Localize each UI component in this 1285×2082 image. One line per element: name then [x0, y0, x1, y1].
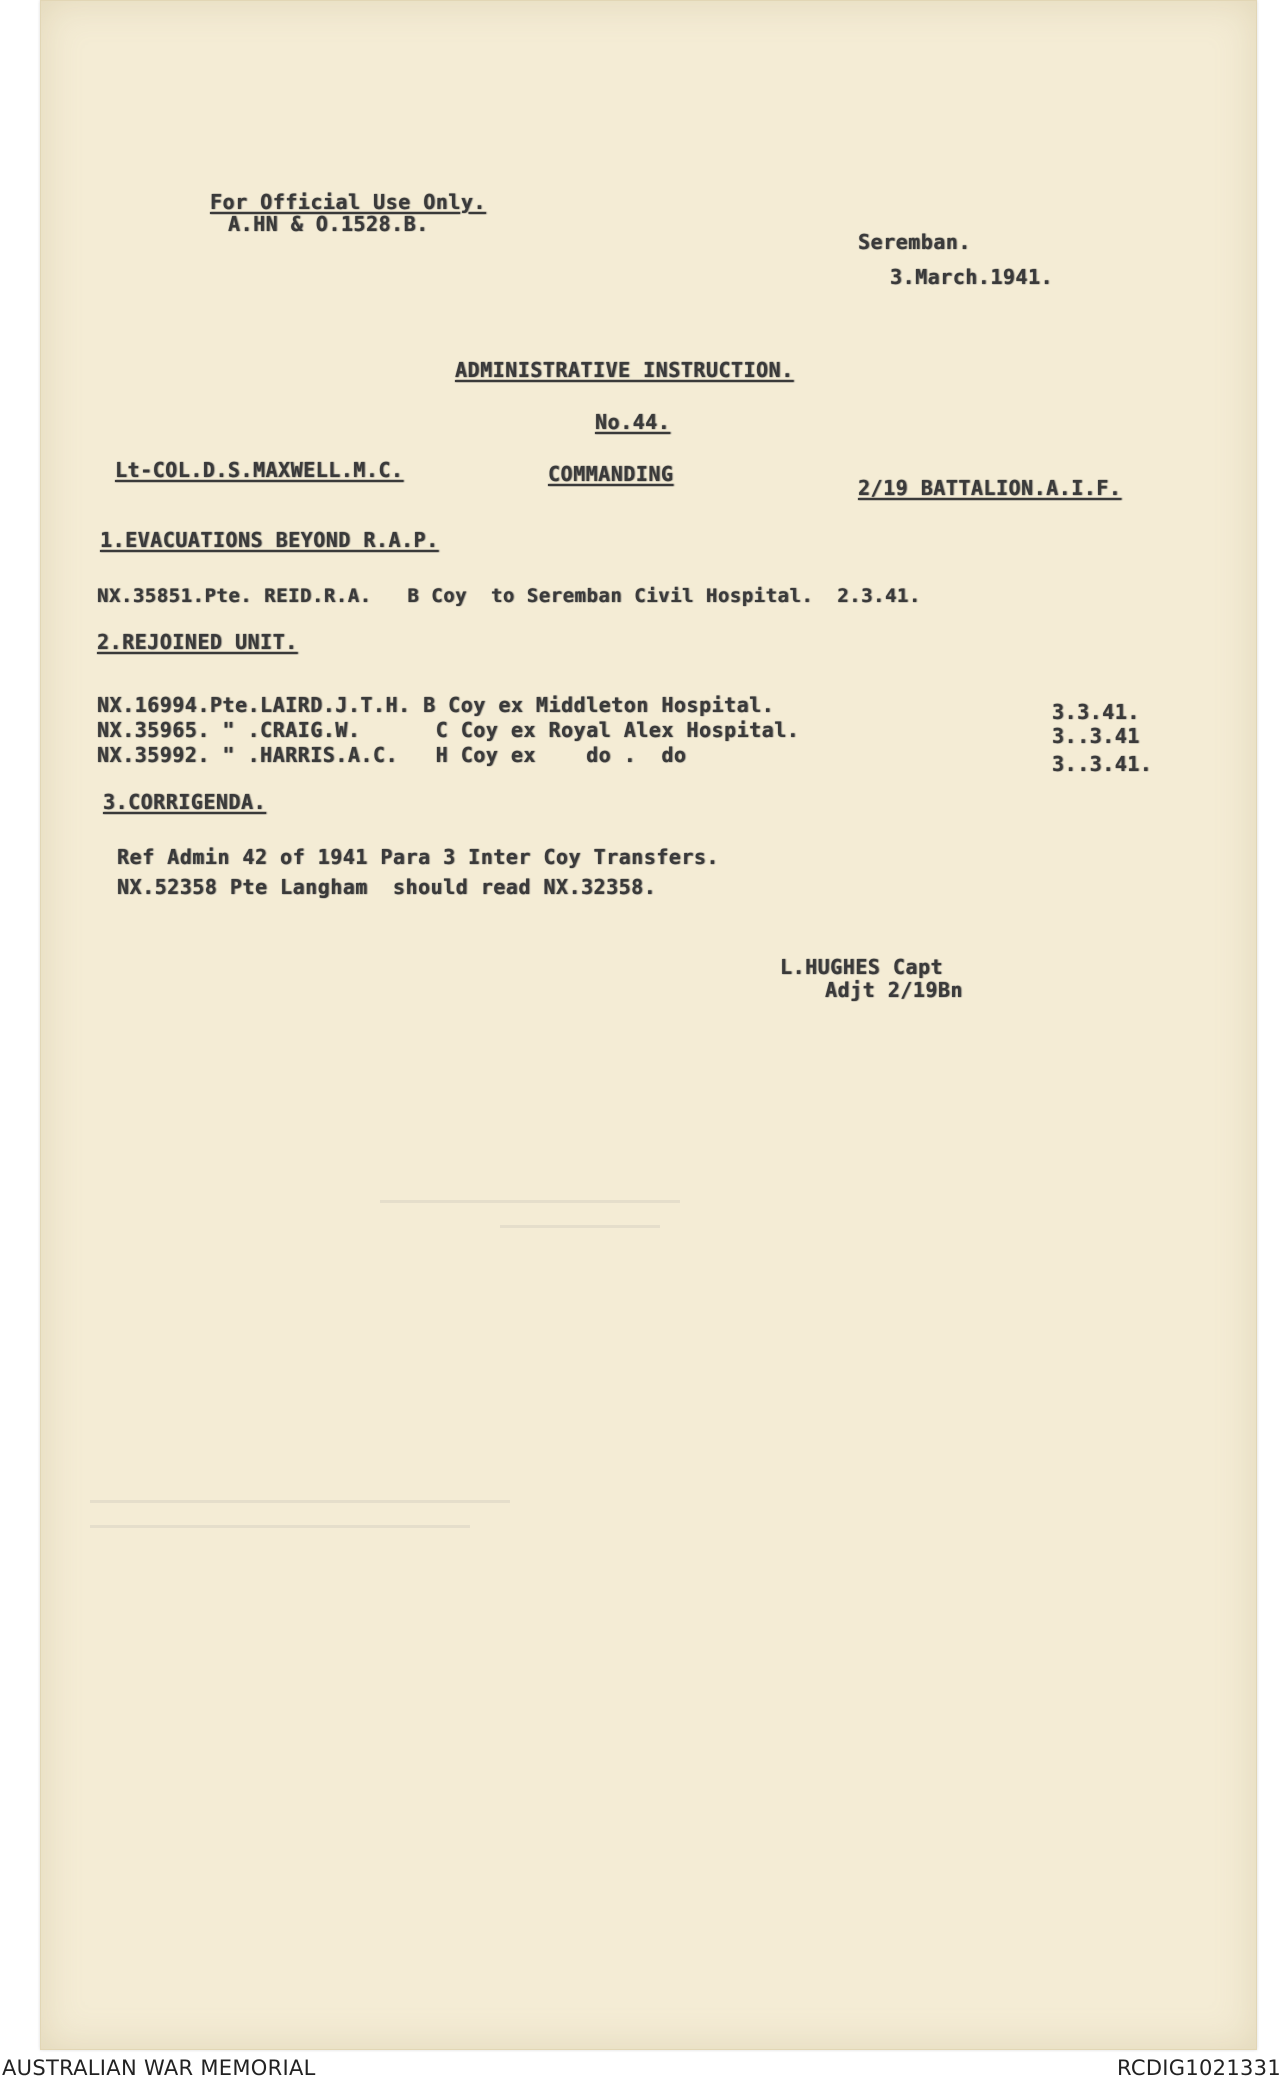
signature-name: L.HUGHES Capt	[780, 955, 944, 979]
unit-label: 2/19 BATTALION.A.I.F.	[858, 476, 1122, 500]
footer-id: RCDIG1021331	[1117, 2056, 1281, 2080]
section-rejoined-heading: 2.REJOINED UNIT.	[97, 630, 298, 654]
footer-source: AUSTRALIAN WAR MEMORIAL	[2, 2056, 316, 2080]
commanding-label: COMMANDING	[548, 462, 674, 486]
evacuation-entry: NX.35851.Pte. REID.R.A. B Coy to Seremban Civil Hospital. 2.3.41.	[97, 585, 921, 607]
rejoined-row-date: 3..3.41.	[1052, 752, 1153, 776]
corrigenda-line: NX.52358 Pte Langham should read NX.32358.	[117, 875, 657, 899]
rejoined-row-date: 3..3.41	[1052, 724, 1140, 748]
date-label: 3.March.1941.	[890, 265, 1054, 289]
commander-name: Lt-COL.D.S.MAXWELL.M.C.	[115, 458, 404, 482]
corrigenda-line: Ref Admin 42 of 1941 Para 3 Inter Coy Transfers.	[117, 845, 719, 869]
classification-label: For Official Use Only.	[210, 190, 486, 214]
document-page	[40, 0, 1257, 2050]
bleed-through-line	[500, 1225, 660, 1228]
signature-title: Adjt 2/19Bn	[825, 978, 963, 1002]
bleed-through-line	[90, 1525, 470, 1528]
rejoined-row: NX.16994.Pte.LAIRD.J.T.H. B Coy ex Middleton Hospital.	[97, 693, 775, 717]
bleed-through-line	[380, 1200, 680, 1203]
place-label: Seremban.	[858, 230, 971, 254]
rejoined-row-date: 3.3.41.	[1052, 700, 1140, 724]
rejoined-row: NX.35965. " .CRAIG.W. C Coy ex Royal Alex Hospital.	[97, 718, 800, 742]
bleed-through-line	[90, 1500, 510, 1503]
instruction-number: No.44.	[595, 410, 671, 434]
section-evacuations-heading: 1.EVACUATIONS BEYOND R.A.P.	[100, 528, 439, 552]
section-corrigenda-heading: 3.CORRIGENDA.	[103, 790, 267, 814]
document-heading: ADMINISTRATIVE INSTRUCTION.	[455, 358, 794, 382]
reference-number: A.HN & O.1528.B.	[228, 212, 429, 236]
rejoined-row: NX.35992. " .HARRIS.A.C. H Coy ex do . do	[97, 743, 687, 767]
